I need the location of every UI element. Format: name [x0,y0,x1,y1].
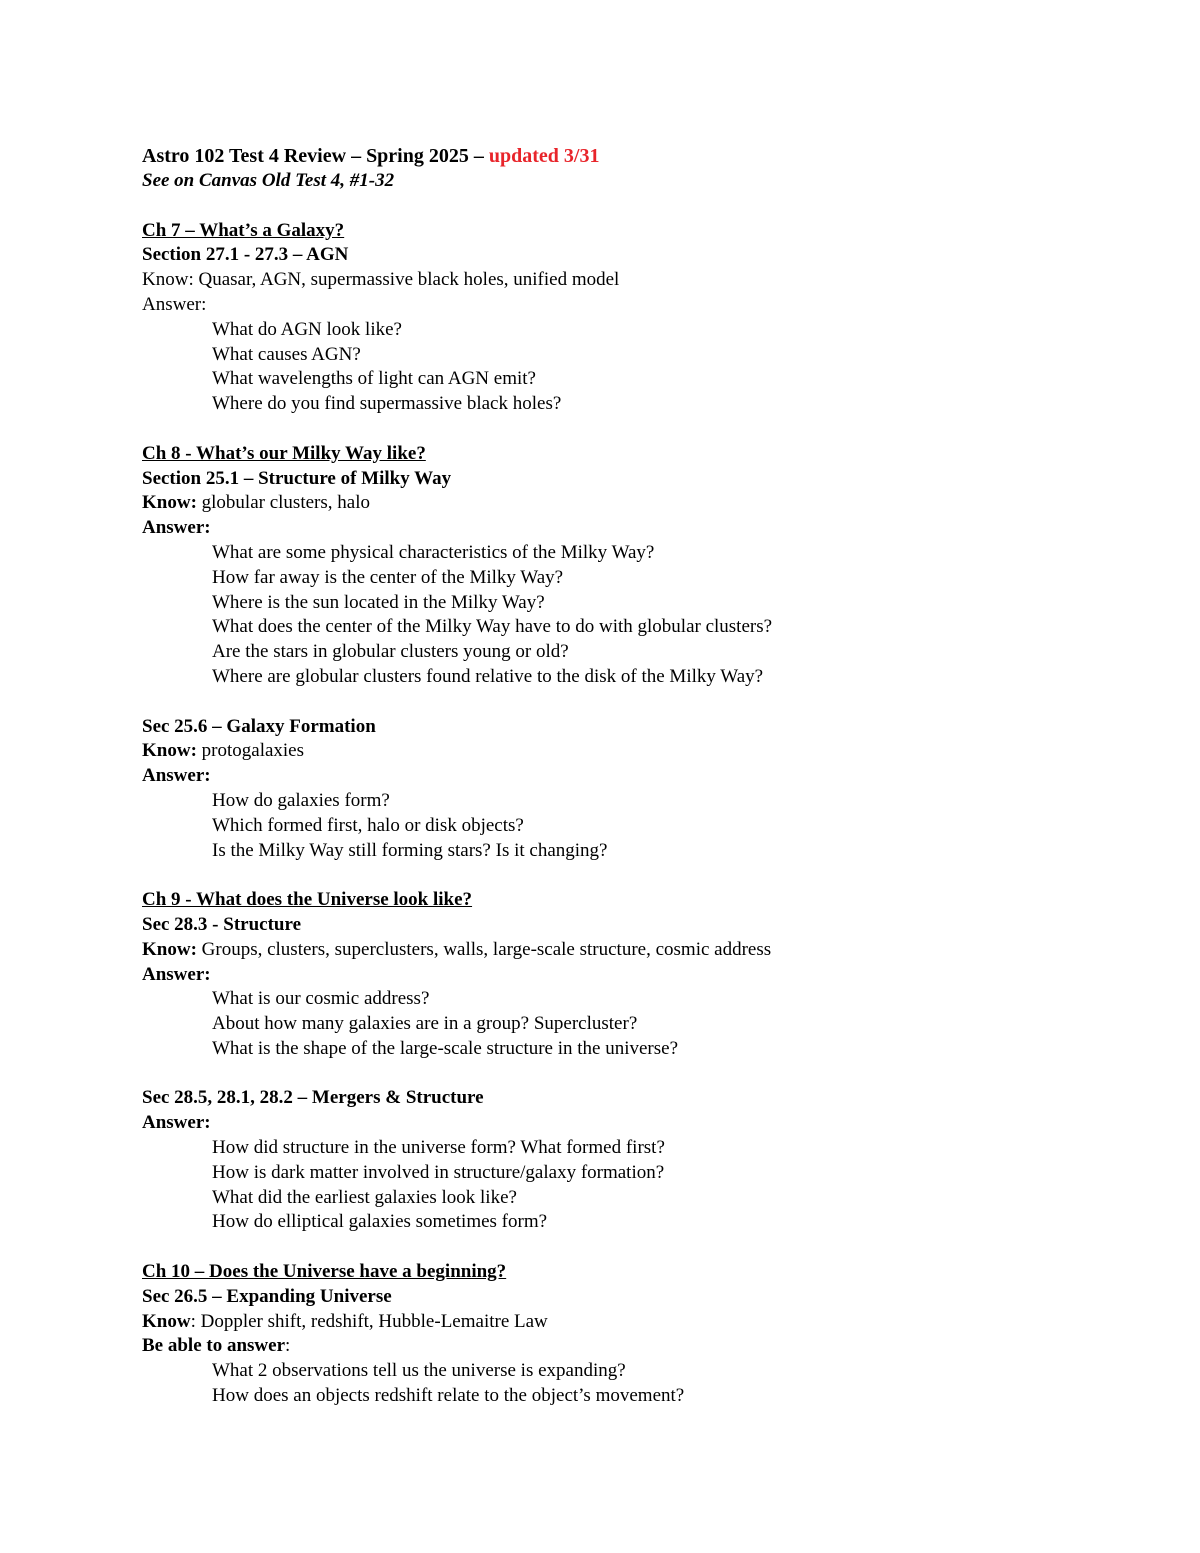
answer-line [142,1334,1142,1359]
answer-label: Answer: [142,963,211,985]
section-heading: Sec 25.6 – Galaxy Formation [142,715,376,737]
spacer [142,417,1142,442]
section-28-5 [142,1086,1142,1235]
question-item: Where do you find supermassive black holes? [212,393,562,415]
question-item: How far away is the center of the Milky Way? [212,566,564,588]
section-ch10 [142,1260,1142,1409]
know-text: : Doppler shift, redshift, Hubble-Lemaitre Law [190,1310,548,1332]
question-item: How does an objects redshift relate to the object’s movement? [212,1385,685,1407]
spacer [142,194,1142,219]
doc-subtitle: See on Canvas Old Test 4, #1-32 [142,170,395,191]
section-ch9 [142,888,1142,1062]
know-line [142,1310,1142,1335]
question-item: Which formed first, halo or disk objects? [212,814,524,836]
section-heading: Sec 28.5, 28.1, 28.2 – Mergers & Structure [142,1087,484,1109]
question-item: How do galaxies form? [212,789,390,811]
section-ch7 [142,219,1142,417]
know-label: Know [142,1310,191,1332]
question-item: What does the center of the Milky Way have to do with globular clusters? [212,616,773,638]
question-item: How do elliptical galaxies sometimes form? [212,1211,548,1233]
know-label: Know: [142,492,197,514]
section-heading: Section 27.1 - 27.3 – AGN [142,244,349,266]
section-heading: Sec 26.5 – Expanding Universe [142,1285,392,1307]
section-heading: Section 25.1 – Structure of Milky Way [142,467,452,489]
spacer [142,1235,1142,1260]
question-item: How did structure in the universe form? What formed first? [212,1137,665,1159]
know-line [142,938,1142,963]
chapter-heading: Ch 7 – What’s a Galaxy? [142,219,345,241]
question-item: What is our cosmic address? [212,988,430,1010]
question-item: What do AGN look like? [212,318,402,340]
question-item: Is the Milky Way still forming stars? Is it changing? [212,839,608,861]
answer-label: Answer: [142,293,207,315]
title-updated: updated 3/31 [488,145,600,167]
question-item: About how many galaxies are in a group? Supercluster? [212,1013,638,1035]
answer-label: Answer: [142,765,211,787]
spacer [142,1062,1142,1087]
know-label: Know: [142,938,197,960]
document-page [142,143,1142,1409]
question-item: Are the stars in globular clusters young or old? [212,641,569,663]
know-label: Know: [142,740,197,762]
know-text: Groups, clusters, superclusters, walls, large-scale structure, cosmic address [196,938,772,960]
question-item: Where is the sun located in the Milky Way? [212,591,545,613]
know-label: Know: [142,269,194,291]
question-item: What did the earliest galaxies look like? [212,1186,517,1208]
section-ch8 [142,442,1142,690]
know-line [142,739,1142,764]
know-line [142,491,1142,516]
question-item: What are some physical characteristics of the Milky Way? [212,541,655,563]
question-item: What wavelengths of light can AGN emit? [212,368,536,390]
title-main: Astro 102 Test 4 Review – Spring 2025 – [142,145,489,167]
answer-label: Be able to answer [142,1335,286,1357]
doc-title [142,143,1142,169]
chapter-heading: Ch 9 - What does the Universe look like? [142,889,473,911]
spacer [142,863,1142,888]
question-item: What is the shape of the large-scale structure in the universe? [212,1037,679,1059]
section-25-6 [142,715,1142,864]
question-item: Where are globular clusters found relative to the disk of the Milky Way? [212,665,764,687]
know-text: Quasar, AGN, supermassive black holes, unified model [193,269,620,291]
question-item: What causes AGN? [212,343,361,365]
section-heading: Sec 28.3 - Structure [142,913,302,935]
question-item: How is dark matter involved in structure/galaxy formation? [212,1161,665,1183]
answer-label: Answer: [142,517,211,539]
answer-suffix: : [285,1335,291,1357]
chapter-heading: Ch 8 - What’s our Milky Way like? [142,442,426,464]
chapter-heading: Ch 10 – Does the Universe have a beginning? [142,1261,507,1283]
know-text: protogalaxies [196,740,305,762]
know-text: globular clusters, halo [196,492,370,514]
question-item: What 2 observations tell us the universe is expanding? [212,1360,626,1382]
answer-label: Answer: [142,1112,211,1134]
spacer [142,690,1142,715]
know-line [142,268,1142,293]
